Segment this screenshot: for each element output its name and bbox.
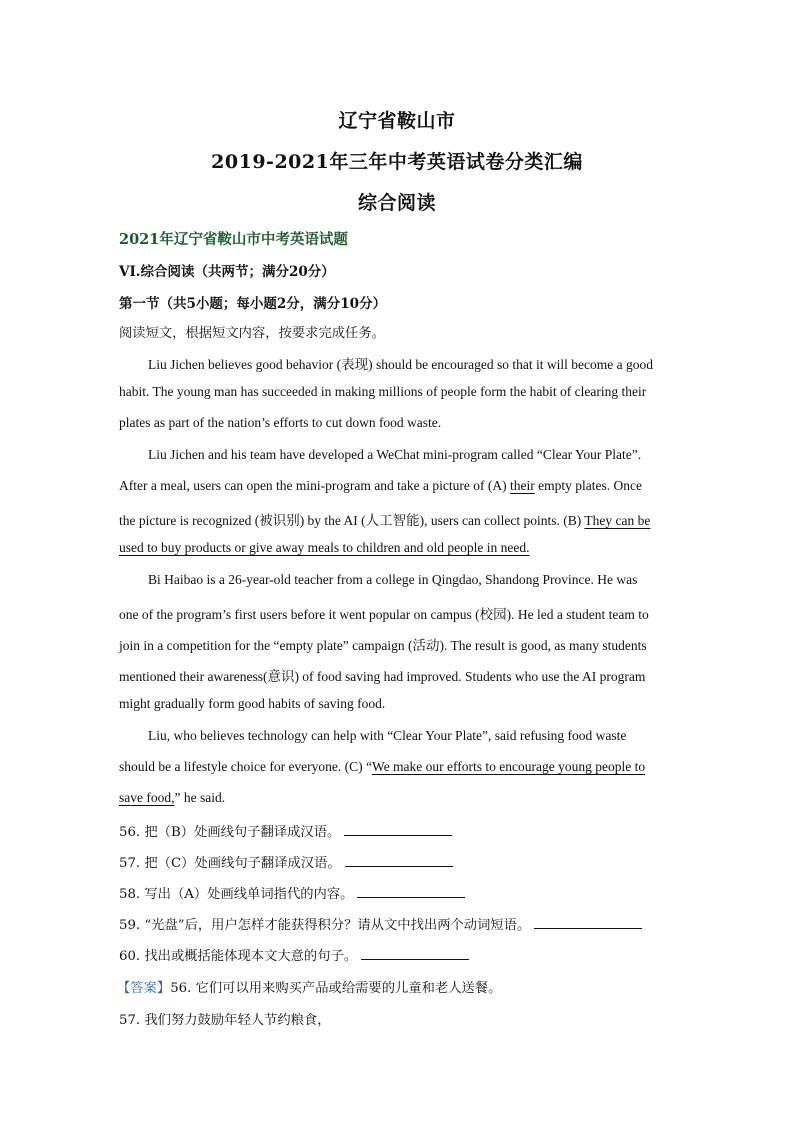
instruction-text: 阅读短文，根据短文内容，按要求完成任务。 xyxy=(119,326,385,341)
answer-blank[interactable] xyxy=(534,914,642,929)
passage-p1-line3: plates as part of the nation’s efforts to cut down food waste. xyxy=(119,415,442,430)
doc-title-collection: 2019-2021年三年中考英语试卷分类汇编 xyxy=(211,151,583,173)
part-heading: VI.综合阅读（共两节；满分20分） xyxy=(119,264,335,280)
underlined-sentence-c: We make our efforts to encourage young people to xyxy=(372,759,646,774)
answer-tag: 【答案】 xyxy=(117,981,171,996)
answer-blank[interactable] xyxy=(357,883,465,898)
underlined-sentence-b-cont: used to buy products or give away meals to children and old people in need. xyxy=(119,540,530,555)
answer-blank[interactable] xyxy=(345,852,453,867)
passage-p3-line2: one of the program’s first users before it went popular on campus (校园). He led a student team to xyxy=(119,607,649,622)
passage-p4-line3 xyxy=(119,790,225,806)
underlined-word-a: their xyxy=(509,478,535,493)
answer-blank[interactable] xyxy=(361,945,469,960)
text-span: the picture is recognized (被识别) by the AI (人工智能), users can collect points. (B) xyxy=(119,513,585,528)
question-59 xyxy=(119,914,642,933)
passage-p2-line3 xyxy=(119,509,650,529)
answer-text: 56. 它们可以用来购买产品或给需要的儿童和老人送餐。 xyxy=(170,981,502,996)
exam-title: 2021年辽宁省鞍山市中考英语试题 xyxy=(119,231,348,248)
passage-p3-line5: might gradually form good habits of saving food. xyxy=(119,696,386,711)
answer-57: 57. 我们努力鼓励年轻人节约粮食， xyxy=(119,1013,331,1028)
text-span: After a meal, users can open the mini-program and take a picture of (A) xyxy=(119,478,510,493)
passage-p2-line1: Liu Jichen and his team have developed a WeChat mini-program called “Clear Your Plate”. xyxy=(148,447,642,462)
question-58 xyxy=(119,883,465,902)
question-56 xyxy=(119,821,452,840)
passage-p1-line2: habit. The young man has succeeded in making millions of people form the habit of clearing their xyxy=(119,384,647,399)
text-span: should be a lifestyle choice for everyone. (C) “ xyxy=(119,759,373,774)
question-text: 58. 写出（A）处画线单词指代的内容。 xyxy=(119,887,354,902)
passage-p2-line4 xyxy=(119,540,530,556)
subsection-heading: 第一节（共5小题；每小题2分，满分10分） xyxy=(119,296,387,312)
underlined-sentence-c-cont: save food, xyxy=(119,790,175,805)
text-span: ” he said. xyxy=(174,790,226,805)
question-text: 59. “光盘”后，用户怎样才能获得积分？请从文中找出两个动词短语。 xyxy=(119,918,531,933)
passage-p3-line4: mentioned their awareness(意识) of food saving had improved. Students who use the AI program xyxy=(119,669,646,684)
question-57 xyxy=(119,852,453,871)
text-span: empty plates. Once xyxy=(534,478,642,493)
underlined-sentence-b: They can be xyxy=(584,513,651,528)
passage-p4-line1: Liu, who believes technology can help with “Clear Your Plate”, said refusing food waste xyxy=(148,728,627,743)
passage-p4-line2 xyxy=(119,759,645,775)
passage-p1-line1: Liu Jichen believes good behavior (表现) should be encouraged so that it will become a good xyxy=(148,357,653,372)
question-text: 60. 找出或概括能体现本文大意的句子。 xyxy=(119,949,358,964)
doc-title-region: 辽宁省鞍山市 xyxy=(338,110,456,132)
doc-title-topic: 综合阅读 xyxy=(357,192,436,214)
passage-p2-line2 xyxy=(119,478,642,494)
answer-56 xyxy=(117,977,501,996)
question-text: 57. 把（C）处画线句子翻译成汉语。 xyxy=(119,856,341,871)
answer-blank[interactable] xyxy=(344,821,452,836)
passage-p3-line3: join in a competition for the “empty plate” campaign (活动). The result is good, as many students xyxy=(119,638,647,653)
question-text: 56. 把（B）处画线句子翻译成汉语。 xyxy=(119,825,341,840)
question-60 xyxy=(119,945,469,964)
passage-p3-line1: Bi Haibao is a 26-year-old teacher from a college in Qingdao, Shandong Province. He was xyxy=(148,572,638,587)
